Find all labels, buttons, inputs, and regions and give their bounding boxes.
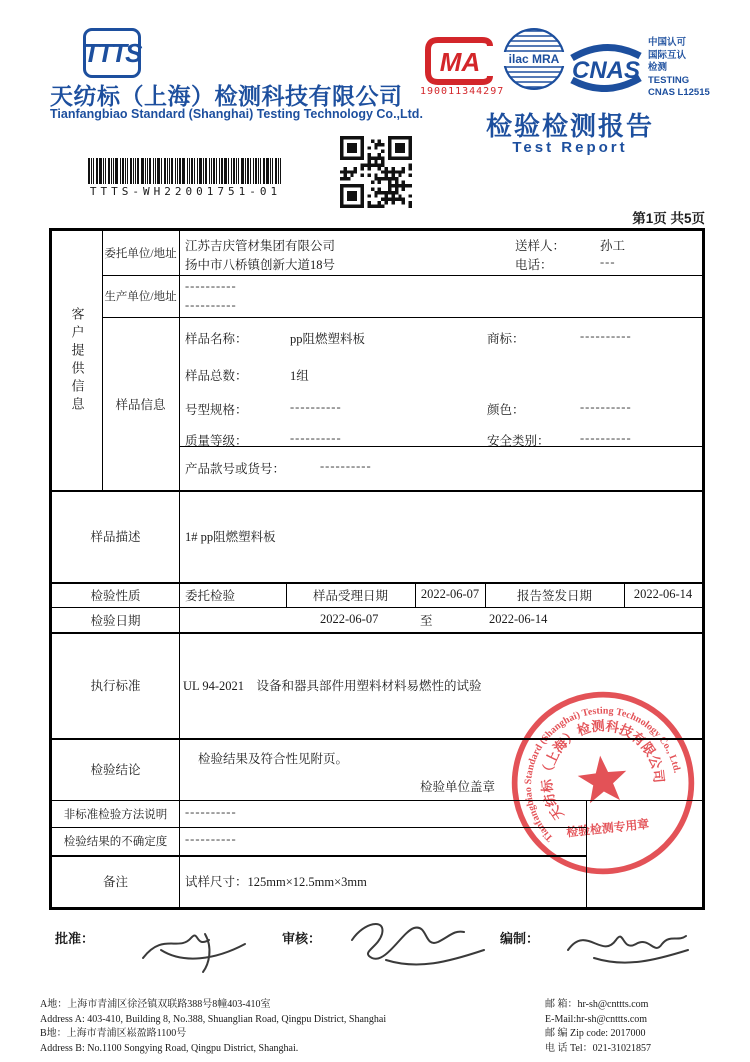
ttts-logo [83,28,141,78]
table-grid-line [179,446,702,447]
color-label: 颜色： [487,403,525,417]
prepare-signature [556,914,696,972]
footer-addr-a-cn: A地：上海市青浦区徐泾镇双联路388号8幢403-410室 [40,999,271,1010]
standard-label: 执行标准 [90,679,141,693]
sample-info-label: 样品信息 [115,397,166,412]
seal-here-label: 检验单位盖章 [420,780,496,794]
cnas-info-line: 国际互认 [648,49,687,61]
spec-value: ---------- [290,400,342,414]
cnas-info-text [648,37,710,100]
inspection-nature-label: 检验性质 [90,588,141,603]
stamp-inner-text: 天纺标（上海）检测科技有限公司 [539,718,667,823]
official-stamp [499,679,708,888]
remark-value: 试样尺寸：125mm×12.5mm×3mm [185,875,367,889]
item-no-value: ---------- [320,459,372,473]
consignor-name: 江苏吉庆管材集团有限公司 [185,239,336,253]
sender-label: 送样人： [515,239,566,253]
uncertainty-value: ---------- [185,832,237,846]
side-label-client-info: 客户提供信息 [69,306,85,415]
issue-date-value: 2022-06-14 [633,587,693,601]
approve-label: 批准： [55,931,95,946]
stamp-bottom-text: 检验检测专用章 [565,816,650,840]
remark-label: 备注 [102,875,128,889]
sender-value: 孙工 [600,239,626,253]
safety-value: ---------- [580,431,632,445]
sample-desc-label: 样品描述 [90,530,141,544]
issue-date-label: 报告签发日期 [516,588,592,603]
company-name-en: Tianfangbiao Standard (Shanghai) Testing Technology Co.,Ltd. [50,107,423,121]
consignor-label: 委托单位/地址 [104,248,177,260]
footer-email-en: E-Mail:hr-sh@cnttts.com [545,1013,648,1025]
barcode-text: TTTS-WH22001751-01 [89,185,282,198]
grade-value: ---------- [290,431,342,445]
footer-tel: 电 话 Tel：021-31021857 [545,1042,651,1054]
svg-text:ilac MRA: ilac MRA [508,52,560,66]
cnas-mark-icon [566,42,646,92]
ttts-logo-text: TTTS [83,37,141,68]
stamp-star-icon [576,753,629,804]
ilac-mra-icon [500,25,568,93]
inspection-date-label: 检验日期 [90,613,141,628]
trademark-value: ---------- [580,329,632,343]
sample-qty-label: 样品总数： [185,369,248,383]
phone-label: 电话： [515,258,553,272]
sample-desc-value: 1# pp阻燃塑料板 [185,530,276,544]
approve-signature [135,918,255,974]
accept-date-label: 样品受理日期 [312,588,388,603]
phone-value: --- [600,255,616,269]
inspection-date-from: 2022-06-07 [320,612,379,626]
standard-value: UL 94-2021 设备和器具部件用塑料材料易燃性的试验 [183,679,482,693]
manufacturer-label: 生产单位/地址 [104,291,177,303]
inspection-date-to-word: 至 [420,613,433,628]
footer-addr-a-en: Address A: 403-410, Building 8, No.388, Shuanglian Road, Qingpu District, Shanghai [40,1013,387,1025]
manufacturer-line2: ---------- [185,298,237,312]
inspection-date-to: 2022-06-14 [489,612,548,626]
review-label: 审核： [282,931,322,946]
grade-label: 质量等级： [185,434,248,448]
cnas-info-line: TESTING [648,74,690,86]
conclusion-label: 检验结论 [90,763,141,777]
cnas-info-line: 中国认可 [648,37,687,48]
conclusion-value: 检验结果及符合性见附页。 [198,752,349,766]
barcode [88,158,283,184]
report-title-en: Test Report [512,139,628,156]
footer-addr-b-cn: B地：上海市青浦区崧盈路1100号 [40,1028,187,1039]
report-title-cn: 检验检测报告 [485,111,654,141]
table-grid-line [102,317,702,318]
review-signature [340,910,490,974]
table-grid-line [102,275,702,276]
safety-label: 安全类别： [487,434,550,448]
accept-date-value: 2022-06-07 [420,587,480,601]
trademark-label: 商标： [487,332,525,346]
color-value: ---------- [580,400,632,414]
qr-code [340,136,412,208]
nonstandard-label: 非标准检验方法说明 [63,808,168,821]
nonstandard-value: ---------- [185,805,237,819]
footer-address-block [40,998,386,1056]
svg-text:MA: MA [439,47,481,77]
sample-qty-value: 1组 [290,369,309,383]
table-grid-line [179,231,180,907]
uncertainty-label: 检验结果的不确定度 [63,836,168,848]
sample-name-label: 样品名称： [185,332,248,346]
prepare-label: 编制： [500,931,540,946]
footer-email-cn: 邮 箱：hr-sh@cnttts.com [545,999,649,1010]
cnas-info-line: CNAS L12515 [648,87,710,98]
manufacturer-line1: ---------- [185,279,237,293]
spec-label: 号型规格： [185,403,248,417]
consignor-address: 扬中市八桥镇创新大道18号 [185,258,336,272]
item-no-label: 产品款号或货号： [185,462,286,476]
svg-text:CNAS: CNAS [571,57,641,84]
page-indicator: 第1页 共5页 [632,211,705,226]
sample-name-value: pp阻燃塑料板 [290,332,366,346]
cma-mark-icon [424,36,496,86]
company-name-cn: 天纺标（上海）检测科技有限公司 [50,83,403,109]
cma-number: 190011344297 [420,86,505,97]
stamp-ring-text: Tianfangbiao Standard (Shanghai) Testing Technology Co., Ltd. [523,705,683,844]
inspection-nature-value: 委托检验 [185,588,236,603]
footer-addr-b-en: Address B: No.1100 Songying Road, Qingpu District, Shanghai. [40,1042,299,1054]
footer-contact-block [545,998,651,1056]
cnas-info-line: 检测 [648,62,668,73]
footer-zip: 邮 编 Zip code: 2017000 [545,1028,646,1039]
